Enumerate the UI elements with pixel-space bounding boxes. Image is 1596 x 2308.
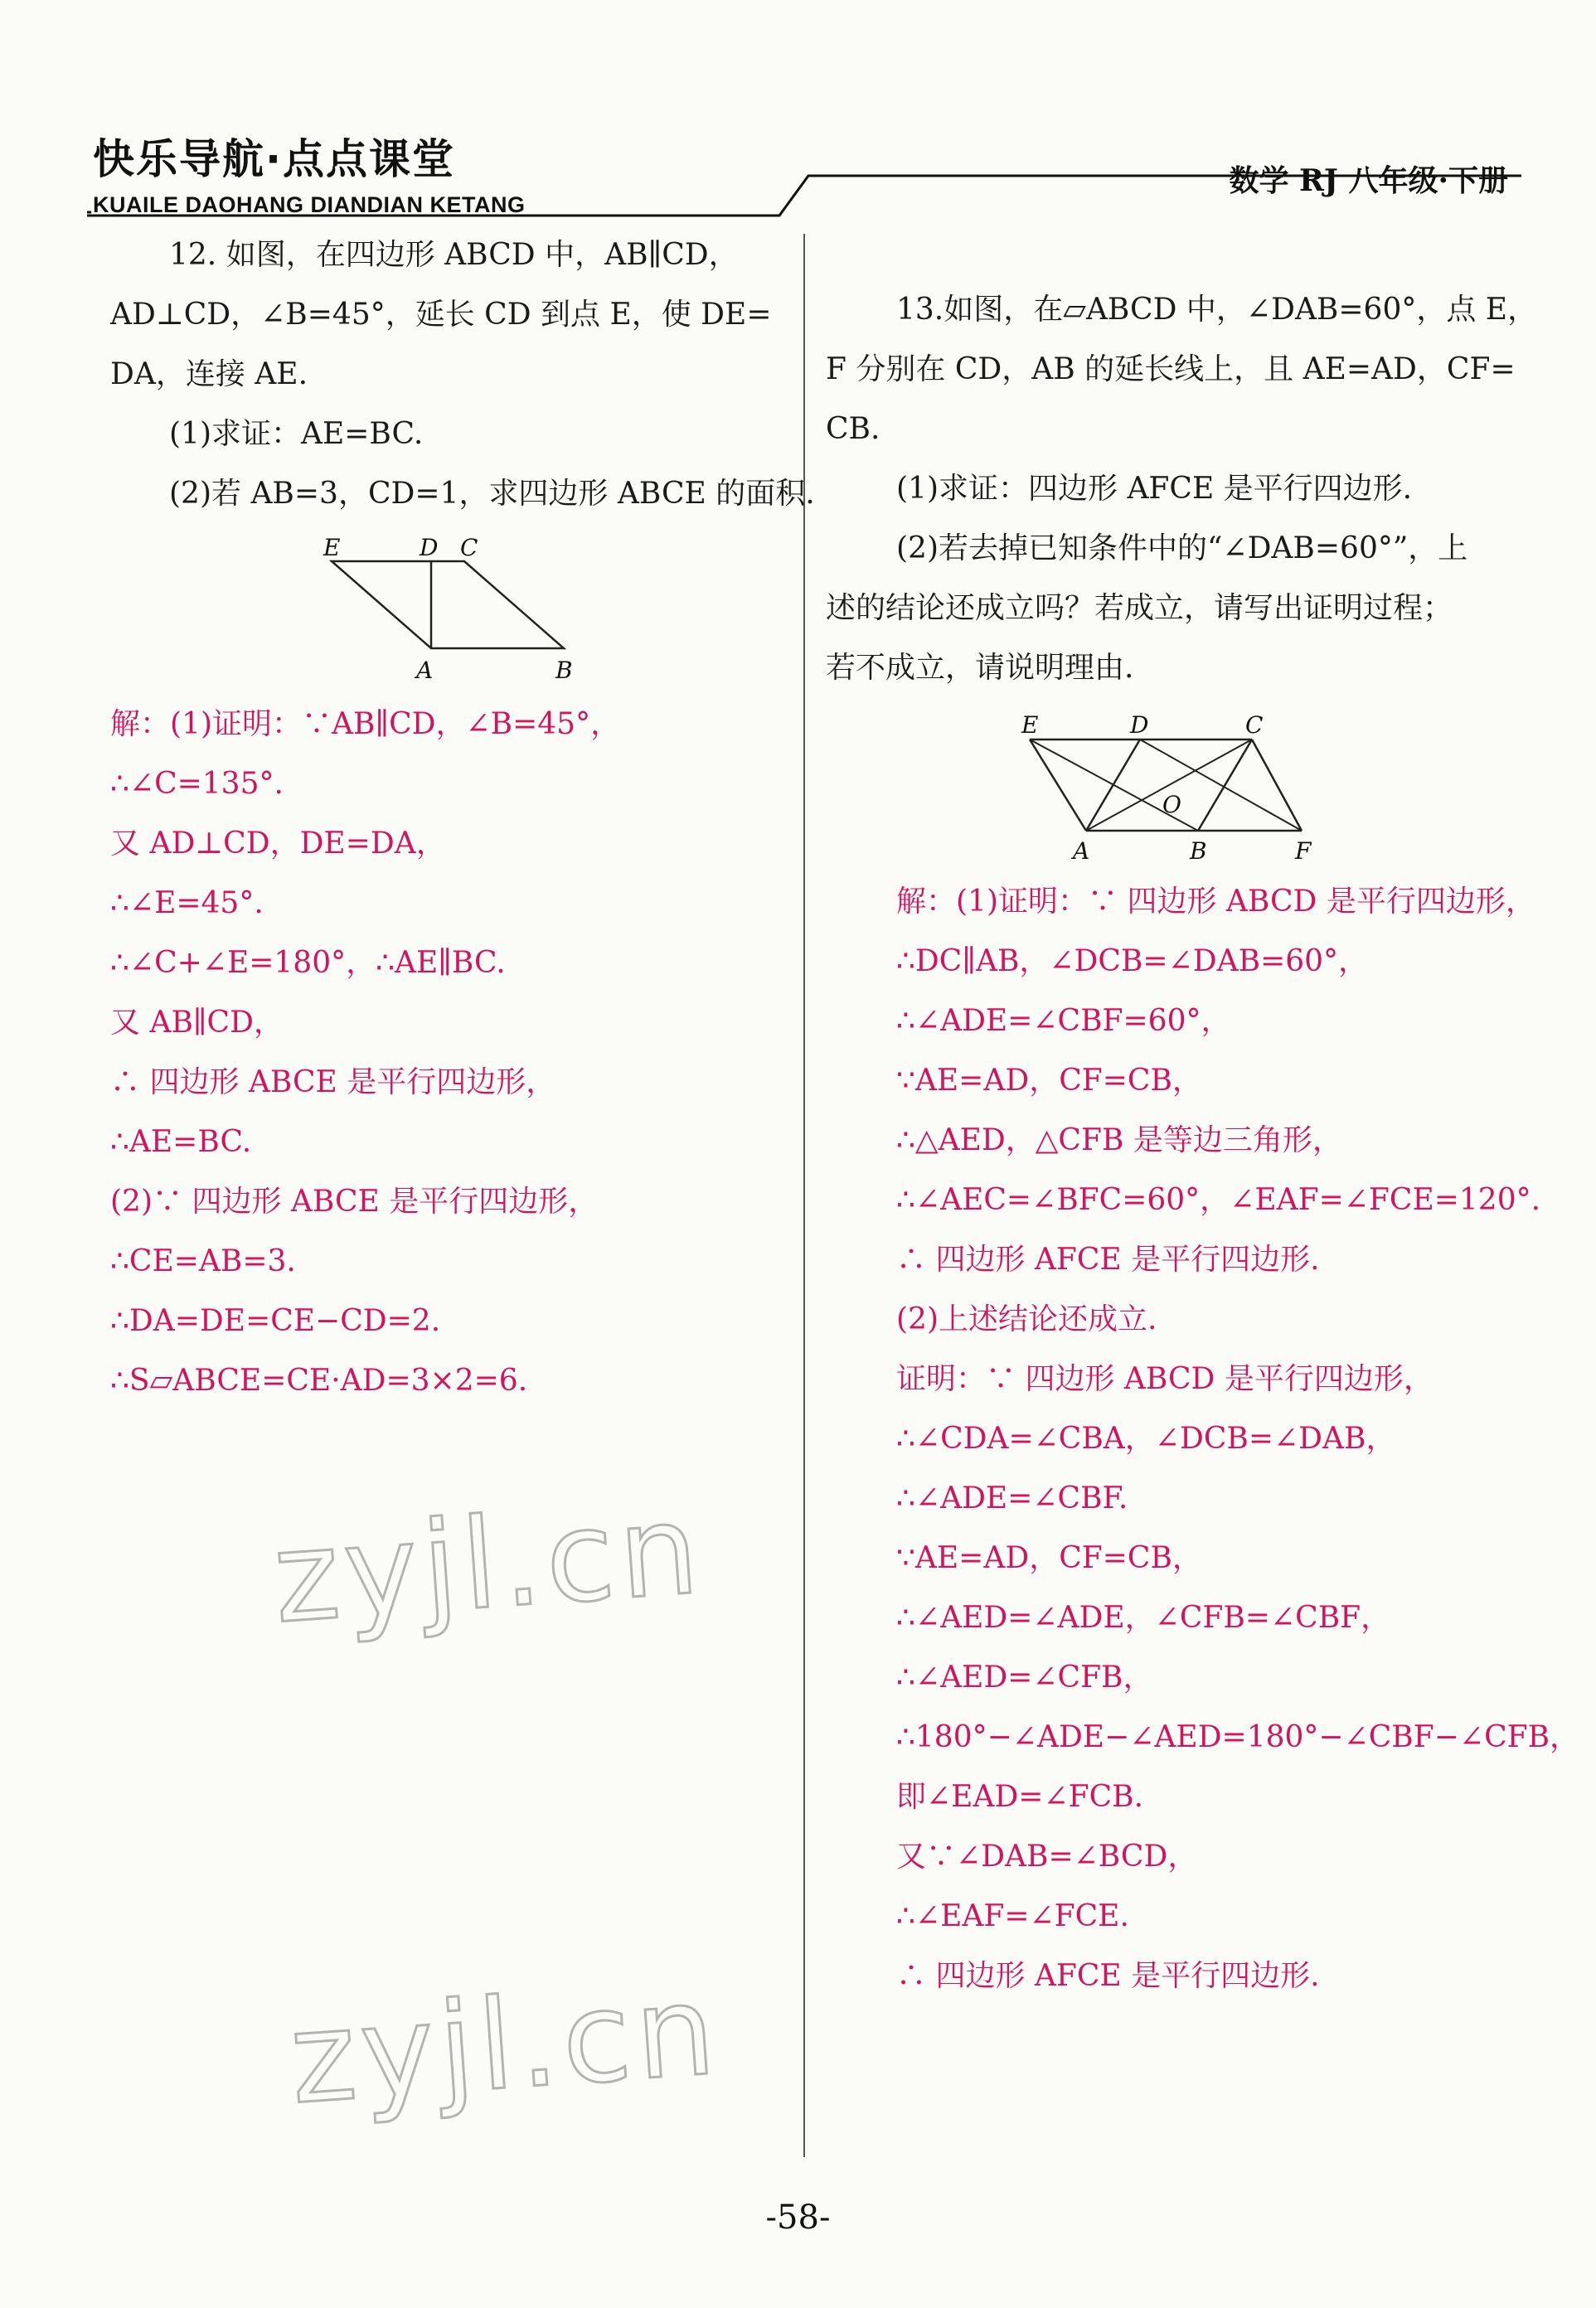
- solution-13-line-13: ∴∠AED=∠ADE，∠CFB=∠CBF，: [896, 1601, 1391, 1635]
- question-12-line-2: AD⊥CD，∠B=45°，延长 CD 到点 E，使 DE=: [110, 298, 772, 332]
- question-12-line-1: 12. 如图，在四边形 ABCD 中，AB∥CD，: [169, 238, 739, 272]
- book-series-pinyin: KUAILE DAOHANG DIANDIAN KETANG: [93, 192, 526, 217]
- solution-13-line-12: ∵AE=AD，CF=CB，: [896, 1541, 1202, 1575]
- label-b: B: [1190, 837, 1207, 865]
- solution-13-line-8: (2)上述结论还成立.: [896, 1302, 1157, 1336]
- solution-12-line-5: ∴∠C+∠E=180°，∴AE∥BC.: [110, 946, 506, 980]
- question-13-part-1: (1)求证：四边形 AFCE 是平行四边形.: [896, 472, 1413, 506]
- solution-13-line-7: ∴ 四边形 AFCE 是平行四边形.: [896, 1243, 1320, 1277]
- label-a: A: [416, 657, 434, 684]
- header-rule: [0, 0, 1596, 224]
- column-divider: [803, 234, 805, 2157]
- page-number: -58-: [765, 2199, 831, 2237]
- question-12-part-1: (1)求证：AE=BC.: [169, 417, 424, 451]
- label-e: E: [323, 534, 341, 561]
- question-13-line-3: CB.: [826, 412, 880, 446]
- solution-13-line-5: ∴△AED，△CFB 是等边三角形，: [896, 1123, 1342, 1157]
- label-o: O: [1162, 791, 1181, 818]
- solution-13-line-16: 即∠EAD=∠FCB.: [896, 1780, 1144, 1814]
- solution-13-line-4: ∵AE=AD，CF=CB，: [896, 1064, 1202, 1098]
- solution-12-line-12: ∴S▱ABCE=CE·AD=3×2=6.: [110, 1364, 528, 1398]
- label-c: C: [460, 534, 478, 561]
- label-f: F: [1295, 837, 1312, 865]
- solution-13-line-14: ∴∠AED=∠CFB，: [896, 1661, 1153, 1695]
- solution-12-line-3: 又 AD⊥CD，DE=DA，: [110, 827, 446, 861]
- solution-13-line-11: ∴∠ADE=∠CBF.: [896, 1481, 1128, 1515]
- label-e: E: [1021, 711, 1039, 739]
- book-series-title: 快乐导航·点点课堂: [93, 135, 455, 183]
- quadrilateral-abce: [332, 561, 564, 648]
- solution-13-line-19: ∴ 四边形 AFCE 是平行四边形.: [896, 1959, 1320, 1993]
- solution-13-line-1: 解：(1)证明：∵ 四边形 ABCD 是平行四边形，: [896, 885, 1535, 919]
- question-13-figure: [1011, 705, 1327, 870]
- question-13-line-1: 13.如图，在▱ABCD 中，∠DAB=60°，点 E，: [896, 293, 1538, 327]
- question-13-part-2-line-1: (2)若去掉已知条件中的“∠DAB=60°”，上: [896, 531, 1468, 565]
- solution-13-line-2: ∴DC∥AB，∠DCB=∠DAB=60°，: [896, 944, 1369, 978]
- question-12-line-3: DA，连接 AE.: [110, 357, 308, 391]
- label-b: B: [555, 657, 573, 684]
- solution-12-line-8: ∴AE=BC.: [110, 1125, 252, 1159]
- solution-12-line-6: 又 AB∥CD，: [110, 1006, 284, 1040]
- solution-12-line-10: ∴CE=AB=3.: [110, 1244, 296, 1278]
- solution-13-line-18: ∴∠EAF=∠FCE.: [896, 1899, 1129, 1933]
- solution-13-line-9: 证明：∵ 四边形 ABCD 是平行四边形，: [896, 1362, 1433, 1396]
- question-13-part-2-line-2: 述的结论还成立吗？若成立，请写出证明过程；: [826, 591, 1453, 625]
- solution-13-line-10: ∴∠CDA=∠CBA，∠DCB=∠DAB，: [896, 1422, 1396, 1456]
- watermark-1: zyjl.cn: [269, 1477, 708, 1651]
- solution-12-line-1: 解：(1)证明：∵AB∥CD，∠B=45°，: [110, 707, 621, 741]
- solution-12-line-2: ∴∠C=135°.: [110, 767, 284, 801]
- solution-12-line-7: ∴ 四边形 ABCE 是平行四边形，: [110, 1065, 556, 1099]
- solution-12-line-11: ∴DA=DE=CE−CD=2.: [110, 1304, 441, 1338]
- label-d: D: [1130, 711, 1149, 739]
- book-subject-grade: 数学 RJ 八年级·下册: [1229, 163, 1508, 198]
- solution-13-line-3: ∴∠ADE=∠CBF=60°，: [896, 1004, 1231, 1038]
- label-c: C: [1245, 711, 1264, 739]
- solution-13-line-15: ∴180°−∠ADE−∠AED=180°−∠CBF−∠CFB，: [896, 1720, 1580, 1754]
- question-12-figure: [315, 531, 589, 688]
- label-a: A: [1073, 837, 1090, 865]
- watermark-2: zyjl.cn: [285, 1958, 725, 2132]
- question-13-part-2-line-3: 若不成立，请说明理由.: [826, 651, 1134, 685]
- solution-13-line-17: 又∵∠DAB=∠BCD，: [896, 1840, 1198, 1874]
- question-13-line-2: F 分别在 CD，AB 的延长线上，且 AE=AD，CF=: [826, 352, 1516, 386]
- solution-12-line-9: (2)∵ 四边形 ABCE 是平行四边形，: [110, 1185, 599, 1219]
- solution-13-line-6: ∴∠AEC=∠BFC=60°，∠EAF=∠FCE=120°.: [896, 1183, 1541, 1217]
- question-12-part-2: (2)若 AB=3，CD=1，求四边形 ABCE 的面积.: [169, 477, 815, 511]
- solution-12-line-4: ∴∠E=45°.: [110, 886, 264, 920]
- label-d: D: [420, 534, 439, 561]
